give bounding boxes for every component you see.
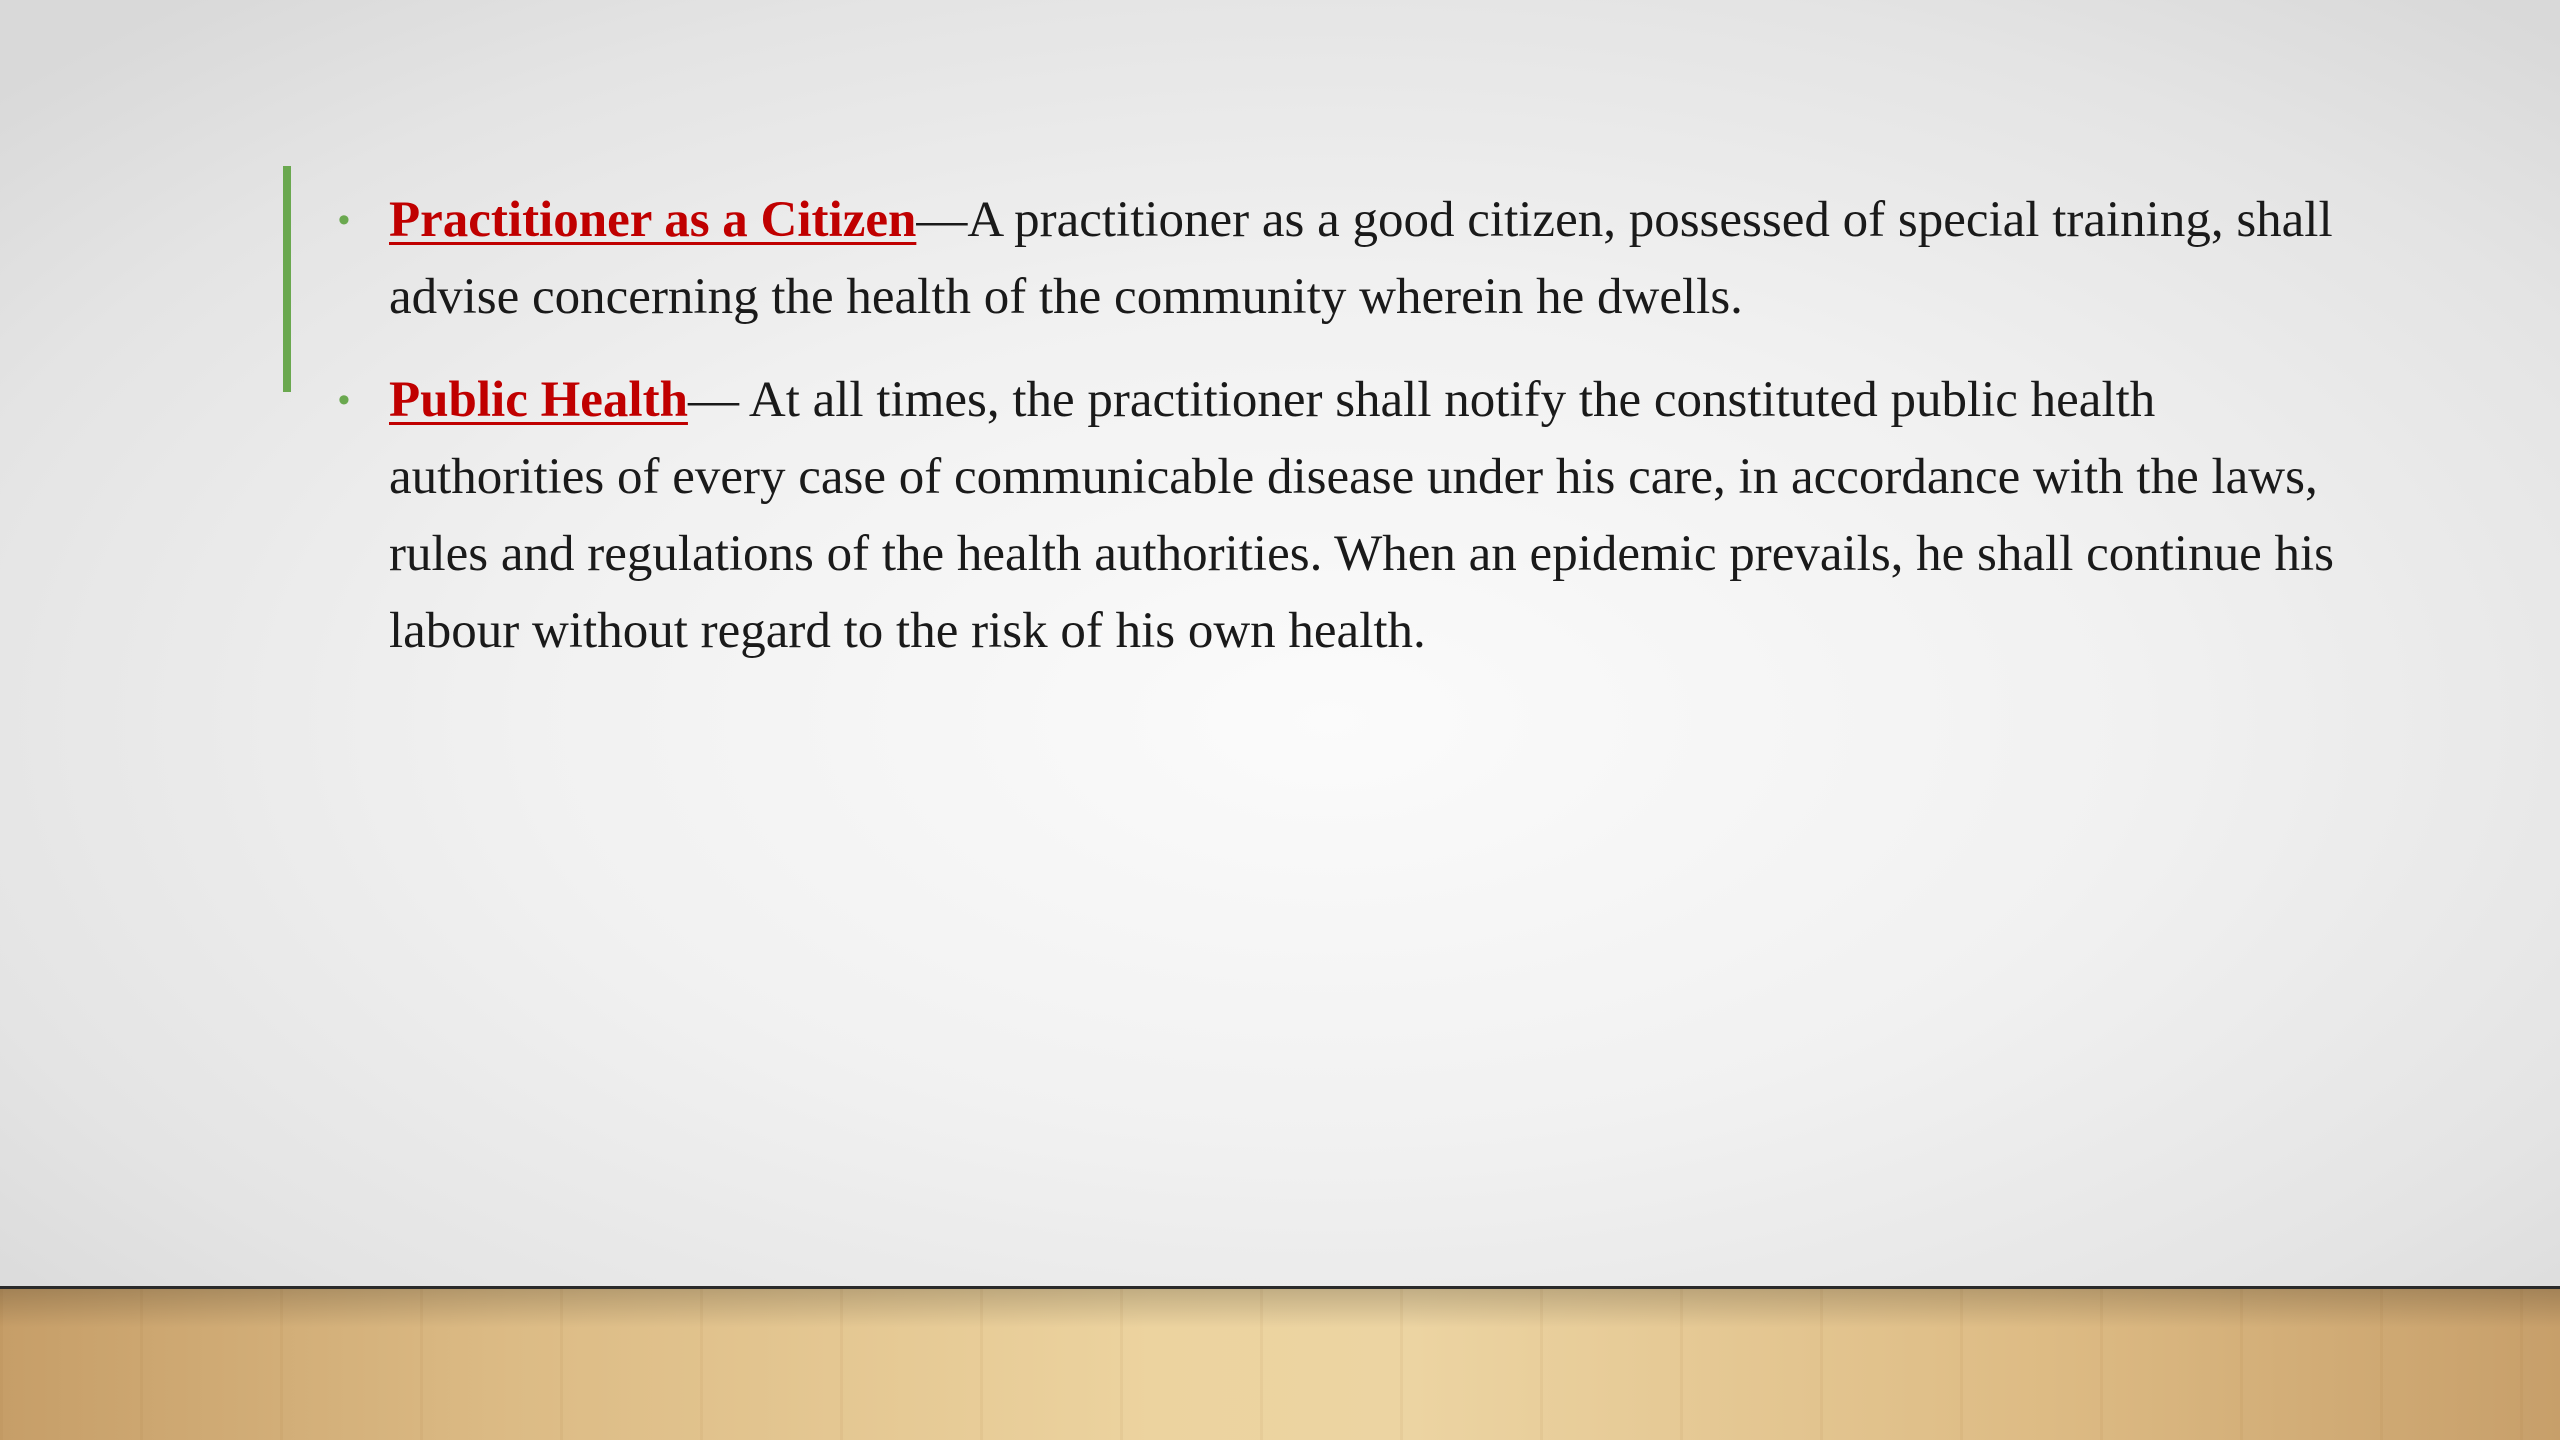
bullet-item <box>338 362 2338 670</box>
bullet-term: Practitioner as a Citizen <box>389 192 917 248</box>
floor-shadow <box>0 1289 2560 1440</box>
bullet-item <box>338 182 2338 336</box>
wooden-floor <box>0 1286 2560 1440</box>
bullet-text: — At all times, the practitioner shall notify the constituted public health authorities of every case of communicable disease under his care, in accordance with the laws, rules and regulations of the health authorities. When an epidemic prevails, he shall continue his labour without regard to the risk of his own health. <box>389 372 2334 659</box>
bullet-text: —A practitioner as a good citizen, possessed of special training, shall advise concerning the health of the community wherein he dwells. <box>389 192 2333 325</box>
accent-bar <box>283 166 291 392</box>
bullet-term: Public Health <box>389 372 688 428</box>
bullet-dot-icon: • <box>338 381 350 419</box>
bullet-list <box>338 182 2338 696</box>
bullet-dot-icon: • <box>338 201 350 239</box>
